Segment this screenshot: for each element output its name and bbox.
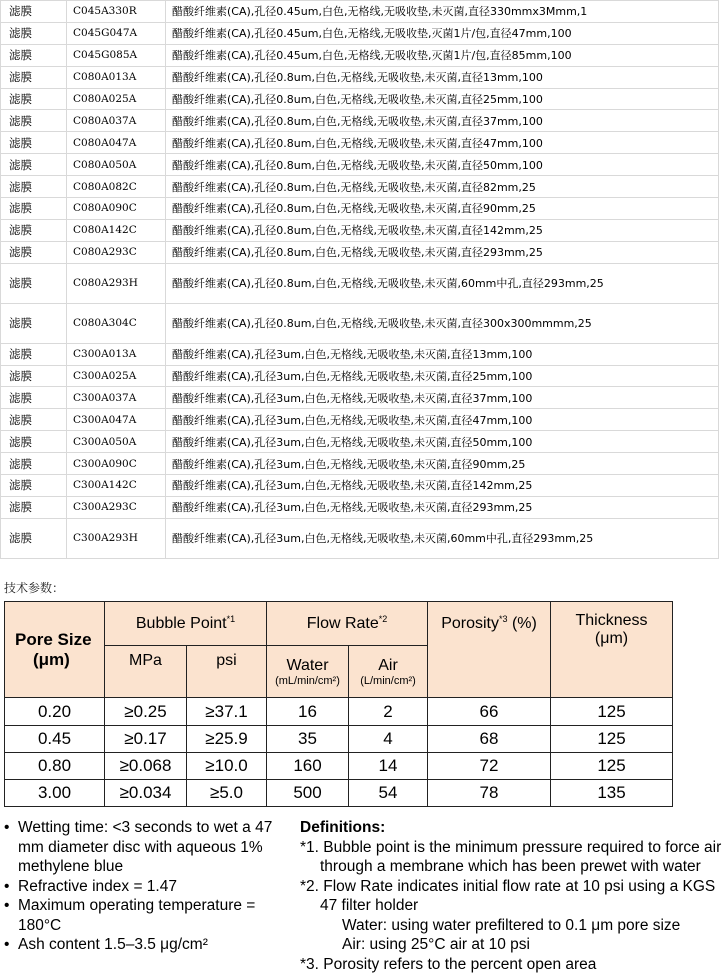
product-row (1, 1, 719, 23)
product-type-cell: 滤膜 (1, 110, 67, 132)
product-type-cell: 滤膜 (1, 198, 67, 220)
spec-air-cell: 14 (349, 752, 428, 779)
header-mpa: MPa (105, 646, 187, 698)
product-row (1, 176, 719, 198)
product-type-cell: 滤膜 (1, 176, 67, 198)
product-row (1, 496, 719, 518)
product-code-cell: C300A293H (67, 518, 166, 558)
product-desc-cell: 醋酸纤维素(CA),孔径0.8um,白色,无格线,无吸收垫,未灭菌,直径82mm,25 (166, 176, 719, 198)
water-label: Water (286, 657, 328, 674)
product-code-cell: C080A050A (67, 154, 166, 176)
product-type-cell: 滤膜 (1, 496, 67, 518)
product-type-cell: 滤膜 (1, 518, 67, 558)
product-code-cell: C080A142C (67, 219, 166, 241)
product-code-cell: C300A050A (67, 431, 166, 453)
spec-psi-cell: ≥5.0 (187, 779, 267, 806)
spec-water-cell: 160 (267, 752, 349, 779)
product-row (1, 475, 719, 497)
product-desc-cell: 醋酸纤维素(CA),孔径3um,白色,无格线,无吸收垫,未灭菌,60mm中孔,直径293mm,25 (166, 518, 719, 558)
spec-row (5, 698, 673, 725)
product-desc-cell: 醋酸纤维素(CA),孔径0.8um,白色,无格线,无吸收垫,未灭菌,直径47mm,100 (166, 132, 719, 154)
product-type-cell: 滤膜 (1, 263, 67, 303)
note-wetting-time: • Wetting time: <3 seconds to wet a 47 mm diameter disc with aqueous 1% methylene blue (4, 818, 294, 877)
definitions-title: Definitions: (300, 818, 723, 838)
product-desc-cell: 醋酸纤维素(CA),孔径3um,白色,无格线,无吸收垫,未灭菌,直径25mm,100 (166, 365, 719, 387)
spec-air-cell: 54 (349, 779, 428, 806)
spec-row (5, 725, 673, 752)
product-desc-cell: 醋酸纤维素(CA),孔径0.45um,白色,无格线,无吸收垫,灭菌1片/包,直径85mm,100 (166, 44, 719, 66)
header-water (267, 646, 349, 698)
spec-thickness-cell: 125 (551, 752, 673, 779)
header-air (349, 646, 428, 698)
pore-size-unit: (μm) (15, 650, 70, 669)
header-psi: psi (187, 646, 267, 698)
thickness-unit: (μm) (595, 630, 628, 647)
product-type-cell: 滤膜 (1, 303, 67, 343)
water-unit: (mL/min/cm²) (267, 675, 348, 687)
product-type-cell: 滤膜 (1, 475, 67, 497)
tech-params-label: 技术参数： (4, 579, 64, 596)
thickness-label: Thickness (576, 612, 648, 629)
product-type-cell: 滤膜 (1, 365, 67, 387)
product-type-cell: 滤膜 (1, 1, 67, 23)
product-code-cell: C300A293C (67, 496, 166, 518)
product-type-cell: 滤膜 (1, 409, 67, 431)
product-code-cell: C080A090C (67, 198, 166, 220)
spec-water-cell: 500 (267, 779, 349, 806)
spec-pore-cell: 0.45 (5, 725, 105, 752)
product-table-body (1, 1, 719, 559)
product-code-cell: C080A025A (67, 88, 166, 110)
product-desc-cell: 醋酸纤维素(CA),孔径0.8um,白色,无格线,无吸收垫,未灭菌,直径293mm,25 (166, 241, 719, 263)
product-code-cell: C300A037A (67, 387, 166, 409)
product-desc-cell: 醋酸纤维素(CA),孔径0.8um,白色,无格线,无吸收垫,未灭菌,直径142mm,25 (166, 219, 719, 241)
product-desc-cell: 醋酸纤维素(CA),孔径0.8um,白色,无格线,无吸收垫,未灭菌,直径300x300mmmm,25 (166, 303, 719, 343)
spec-psi-cell: ≥25.9 (187, 725, 267, 752)
product-row (1, 387, 719, 409)
porosity-note: *3 (499, 614, 508, 624)
product-desc-cell: 醋酸纤维素(CA),孔径3um,白色,无格线,无吸收垫,未灭菌,直径90mm,25 (166, 453, 719, 475)
spec-mpa-cell: ≥0.17 (105, 725, 187, 752)
product-type-cell: 滤膜 (1, 219, 67, 241)
product-row (1, 431, 719, 453)
product-code-cell: C300A090C (67, 453, 166, 475)
spec-table-body (5, 698, 673, 807)
header-porosity (428, 602, 551, 698)
product-row (1, 44, 719, 66)
bubble-point-label: Bubble Point (136, 615, 227, 632)
product-row (1, 219, 719, 241)
spec-pore-cell: 3.00 (5, 779, 105, 806)
product-desc-cell: 醋酸纤维素(CA),孔径0.8um,白色,无格线,无吸收垫,未灭菌,直径25mm,100 (166, 88, 719, 110)
note-ash-content: • Ash content 1.5–3.5 μg/cm² (4, 935, 294, 955)
product-code-cell: C080A293H (67, 263, 166, 303)
spec-mpa-cell: ≥0.25 (105, 698, 187, 725)
product-type-cell: 滤膜 (1, 22, 67, 44)
product-desc-cell: 醋酸纤维素(CA),孔径0.8um,白色,无格线,无吸收垫,未灭菌,直径37mm,100 (166, 110, 719, 132)
spec-water-cell: 16 (267, 698, 349, 725)
spec-pore-cell: 0.80 (5, 752, 105, 779)
spec-porosity-cell: 78 (428, 779, 551, 806)
product-code-cell: C300A013A (67, 343, 166, 365)
spec-porosity-cell: 68 (428, 725, 551, 752)
spec-mpa-cell: ≥0.068 (105, 752, 187, 779)
definitions-block (300, 818, 723, 974)
product-desc-cell: 醋酸纤维素(CA),孔径0.8um,白色,无格线,无吸收垫,未灭菌,60mm中孔,直径293mm,25 (166, 263, 719, 303)
spec-porosity-cell: 66 (428, 698, 551, 725)
product-desc-cell: 醋酸纤维素(CA),孔径3um,白色,无格线,无吸收垫,未灭菌,直径142mm,25 (166, 475, 719, 497)
product-desc-cell: 醋酸纤维素(CA),孔径0.8um,白色,无格线,无吸收垫,未灭菌,直径13mm,100 (166, 66, 719, 88)
spec-air-cell: 4 (349, 725, 428, 752)
spec-row (5, 779, 673, 806)
product-code-cell: C080A293C (67, 241, 166, 263)
header-bubble-point (105, 602, 267, 646)
definition-flow-water: Water: using water prefiltered to 0.1 μm pore size (300, 916, 723, 936)
product-row (1, 198, 719, 220)
product-row (1, 453, 719, 475)
spec-thickness-cell: 125 (551, 725, 673, 752)
definition-flow-rate: *2. Flow Rate indicates initial flow rate at 10 psi using a KGS 47 filter holder (300, 877, 723, 916)
spec-mpa-cell: ≥0.034 (105, 779, 187, 806)
porosity-unit: (%) (512, 615, 537, 632)
product-code-cell: C300A047A (67, 409, 166, 431)
product-row (1, 241, 719, 263)
product-code-cell: C080A037A (67, 110, 166, 132)
product-desc-cell: 醋酸纤维素(CA),孔径3um,白色,无格线,无吸收垫,未灭菌,直径293mm,25 (166, 496, 719, 518)
spec-psi-cell: ≥10.0 (187, 752, 267, 779)
properties-notes (4, 818, 294, 955)
product-desc-cell: 醋酸纤维素(CA),孔径0.45um,白色,无格线,无吸收垫,未灭菌,直径330mmx3Mmm,1 (166, 1, 719, 23)
spec-porosity-cell: 72 (428, 752, 551, 779)
product-code-cell: C080A304C (67, 303, 166, 343)
spec-thickness-cell: 135 (551, 779, 673, 806)
note-max-temperature: • Maximum operating temperature = 180°C (4, 896, 294, 935)
product-row (1, 518, 719, 558)
product-desc-cell: 醋酸纤维素(CA),孔径3um,白色,无格线,无吸收垫,未灭菌,直径13mm,100 (166, 343, 719, 365)
product-type-cell: 滤膜 (1, 387, 67, 409)
product-desc-cell: 醋酸纤维素(CA),孔径0.8um,白色,无格线,无吸收垫,未灭菌,直径90mm,25 (166, 198, 719, 220)
product-type-cell: 滤膜 (1, 44, 67, 66)
product-type-cell: 滤膜 (1, 88, 67, 110)
product-desc-cell: 醋酸纤维素(CA),孔径0.8um,白色,无格线,无吸收垫,未灭菌,直径50mm,100 (166, 154, 719, 176)
product-row (1, 110, 719, 132)
product-type-cell: 滤膜 (1, 154, 67, 176)
product-row (1, 132, 719, 154)
product-row (1, 154, 719, 176)
spec-pore-cell: 0.20 (5, 698, 105, 725)
product-desc-cell: 醋酸纤维素(CA),孔径3um,白色,无格线,无吸收垫,未灭菌,直径47mm,100 (166, 409, 719, 431)
air-label: Air (378, 657, 398, 674)
spec-psi-cell: ≥37.1 (187, 698, 267, 725)
product-type-cell: 滤膜 (1, 66, 67, 88)
spec-table (4, 601, 673, 807)
product-code-cell: C300A025A (67, 365, 166, 387)
definition-flow-air: Air: using 25°C air at 10 psi (300, 935, 723, 955)
product-row (1, 88, 719, 110)
flow-rate-note: *2 (379, 614, 388, 624)
definition-bubble-point: *1. Bubble point is the minimum pressure required to force air through a membrane which has been prewet with water (300, 838, 723, 877)
product-desc-cell: 醋酸纤维素(CA),孔径0.45um,白色,无格线,无吸收垫,灭菌1片/包,直径47mm,100 (166, 22, 719, 44)
product-code-cell: C045G047A (67, 22, 166, 44)
header-thickness (551, 602, 673, 698)
product-type-cell: 滤膜 (1, 343, 67, 365)
product-row (1, 365, 719, 387)
product-row (1, 22, 719, 44)
product-code-cell: C080A047A (67, 132, 166, 154)
product-type-cell: 滤膜 (1, 453, 67, 475)
product-row (1, 66, 719, 88)
spec-air-cell: 2 (349, 698, 428, 725)
product-code-cell: C045G085A (67, 44, 166, 66)
product-type-cell: 滤膜 (1, 431, 67, 453)
pore-size-label: Pore Size (15, 630, 92, 649)
product-row (1, 409, 719, 431)
product-code-cell: C080A013A (67, 66, 166, 88)
product-code-cell: C300A142C (67, 475, 166, 497)
definition-porosity: *3. Porosity refers to the percent open area (300, 955, 723, 974)
spec-water-cell: 35 (267, 725, 349, 752)
product-type-cell: 滤膜 (1, 132, 67, 154)
spec-row (5, 752, 673, 779)
product-desc-cell: 醋酸纤维素(CA),孔径3um,白色,无格线,无吸收垫,未灭菌,直径50mm,100 (166, 431, 719, 453)
bubble-point-note: *1 (227, 614, 236, 624)
product-row (1, 343, 719, 365)
header-pore-size (5, 602, 105, 698)
note-refractive-index: • Refractive index = 1.47 (4, 877, 294, 897)
product-type-cell: 滤膜 (1, 241, 67, 263)
spec-thickness-cell: 125 (551, 698, 673, 725)
product-desc-cell: 醋酸纤维素(CA),孔径3um,白色,无格线,无吸收垫,未灭菌,直径37mm,100 (166, 387, 719, 409)
flow-rate-label: Flow Rate (307, 615, 379, 632)
porosity-label: Porosity (441, 615, 499, 632)
product-row (1, 263, 719, 303)
product-code-cell: C080A082C (67, 176, 166, 198)
air-unit: (L/min/cm²) (349, 675, 427, 687)
header-flow-rate (267, 602, 428, 646)
product-code-cell: C045A330R (67, 1, 166, 23)
product-row (1, 303, 719, 343)
